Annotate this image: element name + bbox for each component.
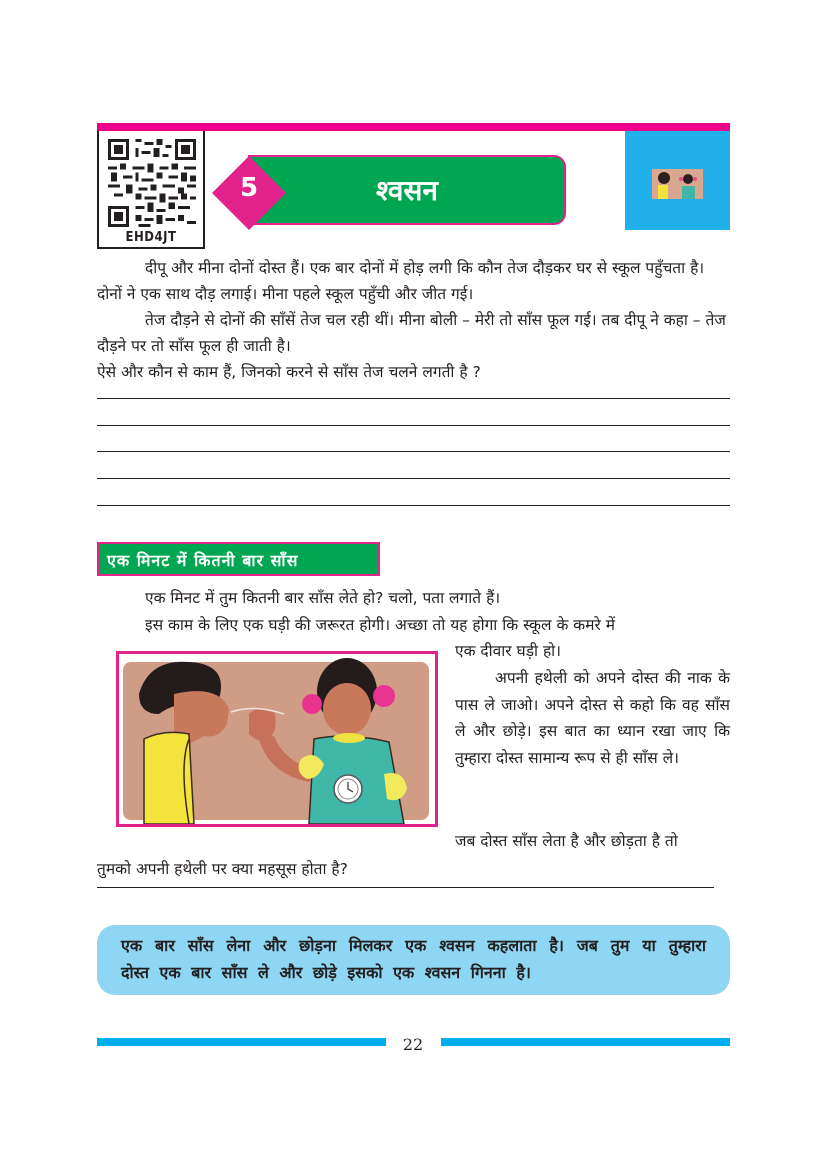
qr-code-box[interactable]: [97, 131, 205, 249]
intro-paragraph-2: तेज दौड़ने से दोनों की साँसें तेज चल रही थीं। मीना बोली – मेरी तो साँस फूल गई। तब दीपू ने कहा – तेज दौड़ने पर तो साँस फूल ही जाती है।: [97, 311, 726, 355]
illustration-image: [119, 654, 435, 824]
answer-line[interactable]: [97, 887, 714, 888]
section-title: एक मिनट में कितनी बार साँस: [107, 551, 299, 570]
qr-code-icon: [108, 139, 196, 227]
breathing-illustration: [116, 651, 438, 827]
top-accent-bar: [97, 123, 730, 131]
definition-info-box: [97, 925, 730, 995]
answer-line[interactable]: [97, 451, 730, 452]
section-line-1: एक मिनट में तुम कितनी बार साँस लेते हो? चलो, पता लगाते हैं।: [145, 589, 501, 607]
qr-code-label: EHD4JT: [125, 230, 177, 245]
section-heading-box: [97, 542, 380, 576]
chapter-title-banner: [248, 155, 566, 225]
intro-paragraph-1: दीपू और मीना दोनों दोस्त हैं। एक बार दोनों में होड़ लगी कि कौन तेज दौड़कर घर से स्कूल पहुँचता है। दोनों ने एक साथ दौड़ लगाई। मीना पहले स्कूल पहुँची और जीत गई।: [97, 259, 705, 303]
section-question-part-1: जब दोस्त साँस लेता है और छोड़ता है तो: [455, 832, 678, 850]
section-side-paragraph: अपनी हथेली को अपने दोस्त की नाक के पास ले जाओ। अपने दोस्त से कहो कि वह साँस ले और छोड़े। इस बात का ध्यान रखा जाए कि तुम्हारा दोस्त सामान्य रूप से ही साँस ले।: [455, 669, 730, 767]
chapter-number: 5: [239, 173, 259, 203]
section-question-part-2: तुमको अपनी हथेली पर क्या महसूस होता है?: [97, 860, 348, 878]
definition-text: एक बार साँस लेना और छोड़ना मिलकर एक श्वसन कहलाता है। जब तुम या तुम्हारा दोस्त एक बार साँस ले और छोड़े इसको एक श्वसन गिनना है।: [121, 936, 706, 982]
footer-bar-left: [97, 1038, 386, 1046]
chapter-title: श्वसन: [376, 174, 438, 207]
section-line-2: इस काम के लिए एक घड़ी की जरूरत होगी। अच्छा तो यह होगा कि स्कूल के कमरे में: [145, 616, 616, 634]
intro-question: ऐसे और कौन से काम हैं, जिनको करने से साँस तेज चलने लगती है ?: [97, 363, 481, 381]
section-line-3: एक दीवार घड़ी हो।: [455, 642, 562, 660]
answer-line[interactable]: [97, 425, 730, 426]
chapter-thumbnail-image: [652, 169, 703, 199]
page-number: 22: [402, 1035, 424, 1054]
answer-line[interactable]: [97, 505, 730, 506]
footer-bar-right: [441, 1038, 730, 1046]
chapter-number-badge: [212, 156, 286, 230]
answer-line[interactable]: [97, 478, 730, 479]
chapter-thumbnail-panel: [625, 131, 730, 230]
answer-line[interactable]: [97, 398, 730, 399]
